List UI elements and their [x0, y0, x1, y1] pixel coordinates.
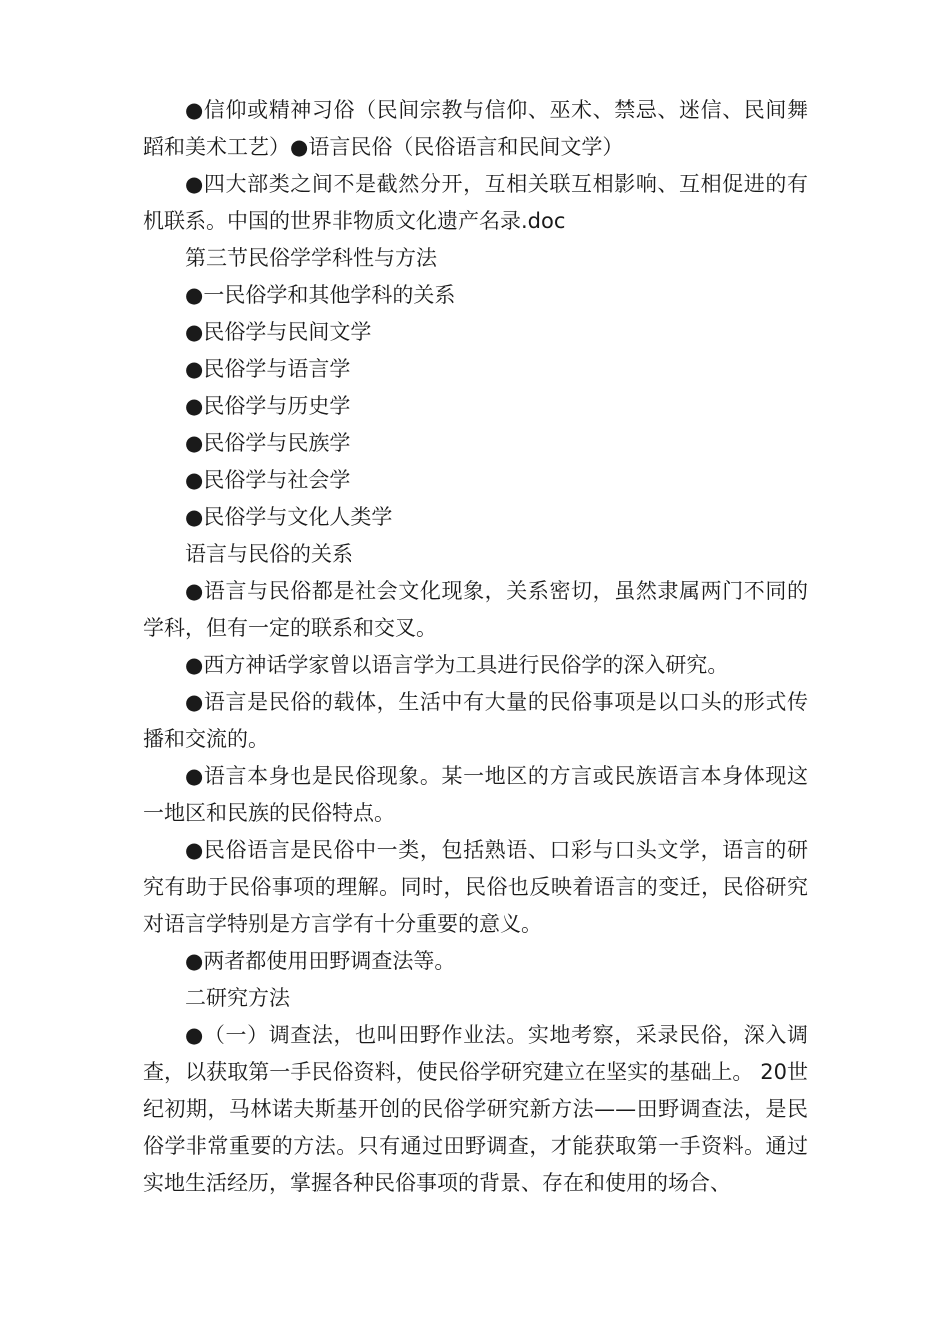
list-item-linguistics: ●民俗学与语言学	[185, 357, 351, 381]
paragraph-language-carrier: ●语言是民俗的载体，生活中有大量的民俗事项是以口头的形式传播和交流的。	[143, 690, 808, 751]
paragraph-folk-language: ●民俗语言是民俗中一类，包括熟语、口彩与口头文学，语言的研究有助于民俗事项的理解。同时，民俗也反映着语言的变迁，民俗研究对语言学特别是方言学有十分重要的意义。	[143, 838, 808, 936]
paragraph-language-as-folklore: ●语言本身也是民俗现象。某一地区的方言或民族语言本身体现这一地区和民族的民俗特点。	[143, 764, 808, 825]
paragraph-field-survey-shared: ●两者都使用田野调查法等。	[185, 949, 456, 973]
document-body	[143, 92, 808, 1202]
section-heading-discipline-methods: 第三节民俗学学科性与方法	[185, 246, 437, 270]
list-item-sociology: ●民俗学与社会学	[185, 468, 351, 492]
paragraph-social-cultural-phenomena: ●语言与民俗都是社会文化现象，关系密切，虽然隶属两门不同的学科，但有一定的联系和交叉。	[143, 579, 808, 640]
list-item-ethnology: ●民俗学与民族学	[185, 431, 351, 455]
paragraph-belief-customs: ●信仰或精神习俗（民间宗教与信仰、巫术、禁忌、迷信、民间舞蹈和美术工艺）●语言民俗（民俗语言和民间文学）	[143, 98, 808, 159]
paragraph-four-categories: ●四大部类之间不是截然分开，互相关联互相影响、互相促进的有机联系。中国的世界非物质文化遗产名录.doc	[143, 172, 808, 233]
paragraph-survey-method: ●（一）调查法，也叫田野作业法。实地考察，采录民俗，深入调查，以获取第一手民俗资料，使民俗学研究建立在坚实的基础上。 20世纪初期，马林诺夫斯基开创的民俗学研究新方法——田野调查法，是民俗学非常重要的方法。只有通过田野调查，才能获取第一手资料。通过实地生活经历，掌握各种民俗事项的背景、存在和使用的场合、	[143, 1023, 808, 1195]
subheading-research-methods: 二研究方法	[185, 986, 290, 1010]
subheading-language-and-folklore: 语言与民俗的关系	[185, 542, 353, 566]
list-item-relations-other-disciplines: ●一民俗学和其他学科的关系	[185, 283, 456, 307]
list-item-folk-literature: ●民俗学与民间文学	[185, 320, 372, 344]
list-item-cultural-anthropology: ●民俗学与文化人类学	[185, 505, 393, 529]
list-item-history: ●民俗学与历史学	[185, 394, 351, 418]
paragraph-western-mythologists: ●西方神话学家曾以语言学为工具进行民俗学的深入研究。	[185, 653, 729, 677]
